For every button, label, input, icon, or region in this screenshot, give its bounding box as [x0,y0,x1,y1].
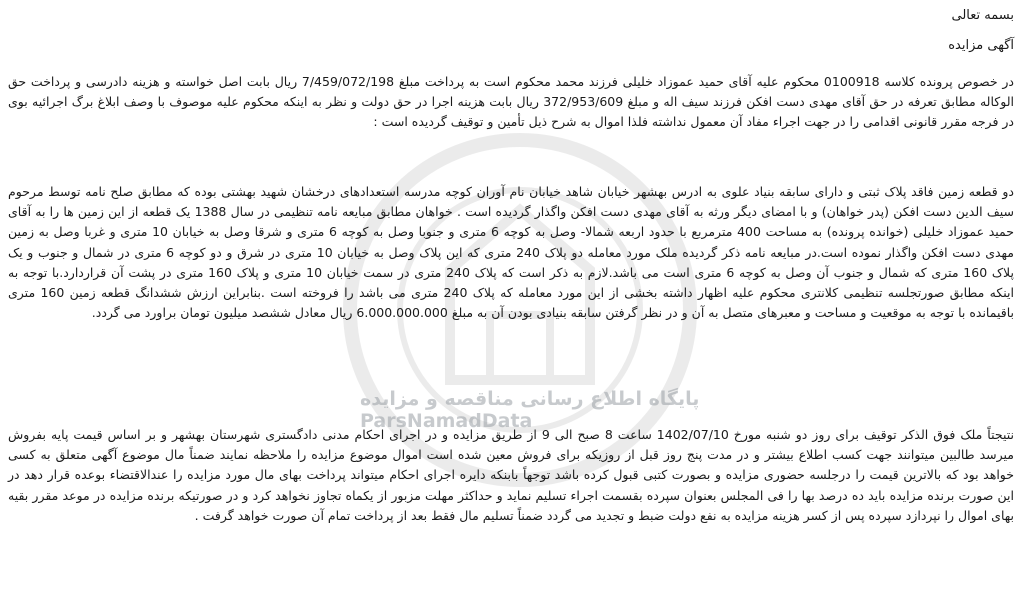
paragraph-property-description: دو قطعه زمین فاقد پلاک ثبتی و دارای سابقه بنیاد علوی به ادرس بهشهر خیابان شاهد خیابان نام آوران کوچه مدرسه استعدادهای درخشان شهید بهشتی بوده که مطابق صلح نامه توسط مرحوم سیف الدین دست افکن (پدر خواهان) و با امضای دیگر ورثه به آقای مهدی دست افکن واگذار گردیده است . خواهان مطابق مبایعه نامه تنظیمی در سال 1388 یک قطعه از این زمین ها را به آقای حمید عموزاد خلیلی (خوانده پرونده) به مساحت 400 مترمربع با حدود اربعه شمالا- وصل به کوچه 6 متری و جنوبا وصل به کوچه 6 متری و شرقا وصل به خیابان 10 متری و غربا وصل به زمین مهدی دست افکن واگذار نموده است.در مبایعه نامه ذکر گردیده ملک مورد معامله دو پلاک 240 متری که این پلاک وصل به خیابان 10 متری در شرق و دو کوچه 6 متری در شمال و جنوب و یک پلاک 160 متری که شمال و جنوب آن وصل به کوچه 6 متری است می باشد.لازم به ذکر است که پلاک 240 متری در سمت خیابان 10 متری و پلاک 160 متری در پشت آن قراردارد.با توجه به اینکه مطابق صورتجلسه تنظیمی کلانتری محکوم علیه اظهار داشته بخشی از این مورد معامله که پلاک 240 متری می باشد را فروخته است .بنابراین ارزش ششدانگ قطعه زمین 160 متری باقیمانده با توجه به موقعیت و مساحت و معبرهای متصل به آن و در نظر گرفتن سابقه بنیادی بودن آن به مبلغ 6.000.000.000 ریال معادل ششصد میلیون تومان براورد می گردد. [8,184,1015,321]
paragraph-case-summary: در خصوص پرونده کلاسه 0100918 محکوم علیه آقای حمید عموزاد خلیلی فرزند محمد محکوم است به پرداخت مبلغ 7/459/072/198 ریال بابت اصل خواسته و هزینه دادرسی و پرداخت حق الوکاله مطابق تعرفه در حق آقای مهدی دست افکن فرزند سیف اله و مبلغ 372/953/609 ریال بابت هزینه اجرا در حق دولت و نظر به اینکه محکوم علیه موصوف با وصف ابلاغ برگ اجرائیه بوی در فرجه مقرر قانونی اقدامی را در جهت اجراء مفاد آن معمول نداشته فلذا اموال به شرح ذیل تأمین و توقیف گردیده است : [8,74,1014,130]
paragraph-auction-terms: نتیجتاً ملک فوق الذکر توقیف برای روز دو شنبه مورخ 1402/07/10 ساعت 8 صبح الی 9 از طریق مزایده و در اجرای احکام مدنی دادگستری شهرستان بهشهر و بر اساس قیمت پایه بفروش میرسد طالبین میتوانند جهت کسب اطلاع بیشتر و در مدت پنج روز قبل از روزیکه برای فروش معین شده است اموال موضوع مزایده را ملاحظه نمایند ضمناً مال موضوع آگهی متعلق به کسی خواهد بود که بالاترین قیمت را درجلسه حضوری مزایده و بصورت کتبی قبول کرده باشد توجهاً بابنکه دایره اجرای احکام میتواند پرداخت بهای مال مورد مزایده را عندالاقتضاء بوعده قرار دهد در این صورت برنده مزایده باید ده درصد بها را فی المجلس بعنوان سپرده بقسمت اجراء تسلیم نماید و حداکثر مهلت مزبور از یکماه تجاوز نخواهد کرد و در صورتیکه برنده مزایده در موعد مقرر بقیه بهای اموال را نپردازد سپرده پس از کسر هزینه مزایده به نفع دولت ضبط و تجدید می گردد ضمناً تسلیم مال فقط بعد از پرداخت تمام آن صورت خواهد گرفت . [8,427,1014,523]
watermark-brand: ParsNamadData [360,410,533,432]
page-title: آگهی مزایده [948,38,1014,53]
watermark-caption: پایگاه اطلاع رسانی مناقصه و مزایده [360,388,700,410]
heading-bismillah: بسمه تعالی [951,8,1014,23]
